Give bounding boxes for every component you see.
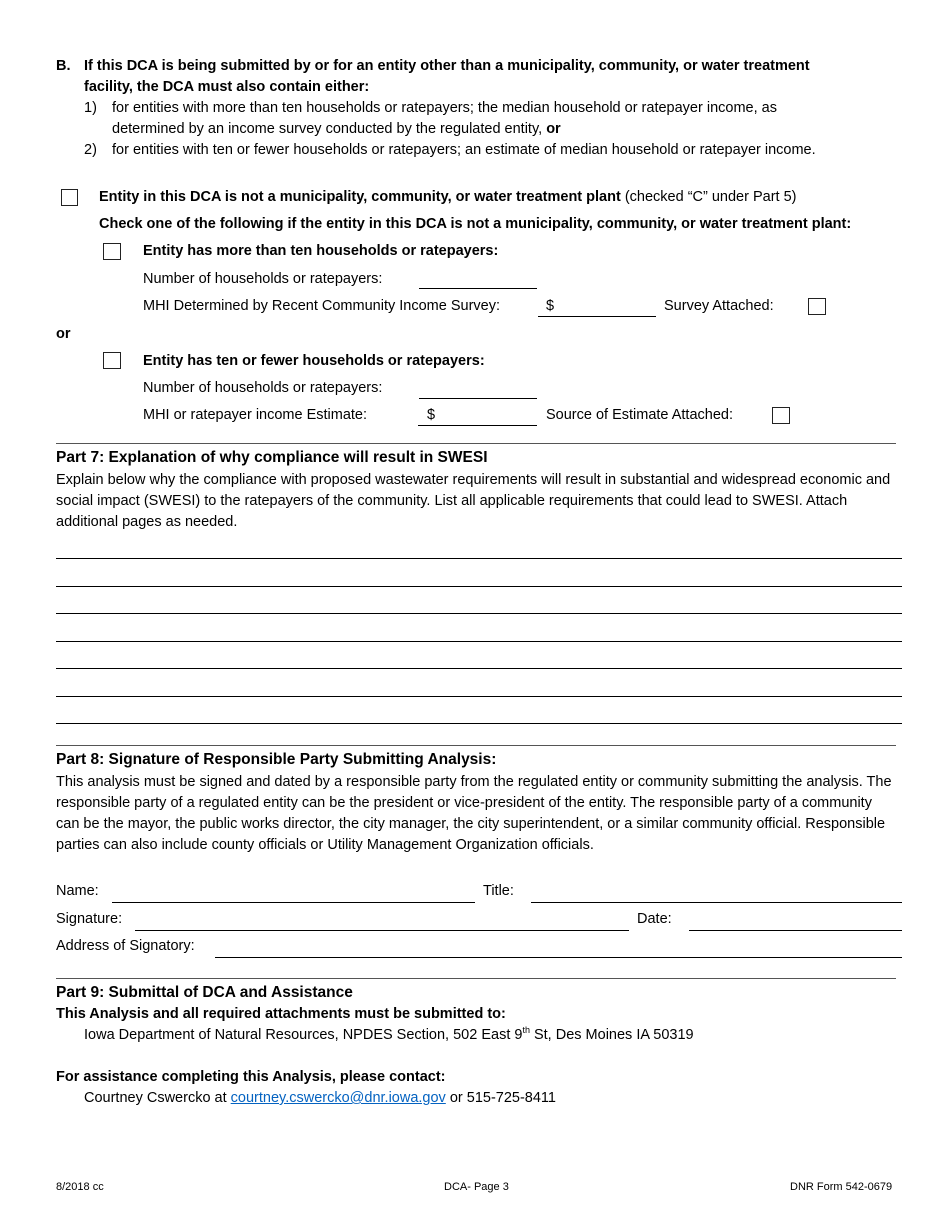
fewer-mhi-dollar: $ xyxy=(427,407,436,423)
part8-title: Part 8: Signature of Responsible Party Submitting Analysis: xyxy=(56,751,497,768)
not-municipality-bold: Entity in this DCA is not a municipality, community, or water treatment plant xyxy=(99,189,621,205)
item-1-number: 1) xyxy=(84,100,97,116)
more-than-ten-checkbox[interactable] xyxy=(103,243,121,260)
fewer-households-field[interactable] xyxy=(419,398,537,399)
submit-address-sup: th xyxy=(522,1025,530,1036)
section-b-intro-line1: If this DCA is being submitted by or for an entity other than a municipality, community, or water treatment xyxy=(84,58,810,74)
assistance-label: For assistance completing this Analysis, please contact: xyxy=(56,1069,446,1085)
contact-name: Courtney Cswercko at xyxy=(84,1090,231,1106)
section-b-letter: B. xyxy=(56,58,71,74)
survey-attached-label: Survey Attached: xyxy=(664,298,774,314)
item-2-number: 2) xyxy=(84,142,97,158)
address-label: Address of Signatory: xyxy=(56,938,195,954)
signature-field[interactable] xyxy=(135,930,629,931)
part7-line[interactable] xyxy=(56,668,902,669)
not-municipality-note: (checked “C” under Part 5) xyxy=(624,189,797,205)
item-1-line1: for entities with more than ten households or ratepayers; the median household or ratepayer income, as xyxy=(112,100,777,116)
more-mhi-field[interactable] xyxy=(538,316,656,317)
source-attached-checkbox[interactable] xyxy=(772,407,790,424)
more-mhi-dollar: $ xyxy=(546,298,555,314)
date-field[interactable] xyxy=(689,930,902,931)
check-one-instruction: Check one of the following if the entity in this DCA is not a municipality, community, or water treatment plant: xyxy=(99,216,852,232)
title-label: Title: xyxy=(483,883,514,899)
contact-email-link[interactable]: courtney.cswercko@dnr.iowa.gov xyxy=(230,1090,446,1106)
source-attached-label: Source of Estimate Attached: xyxy=(546,407,733,423)
item-2-line1: for entities with ten or fewer households or ratepayers; an estimate of median household or ratepayer income. xyxy=(112,142,816,158)
part7-line[interactable] xyxy=(56,558,902,559)
submit-address-part2: St, Des Moines IA 50319 xyxy=(529,1027,694,1043)
section-divider xyxy=(56,443,896,444)
section-b-intro-line2: facility, the DCA must also contain either: xyxy=(84,79,370,95)
item-1-or: or xyxy=(546,121,561,137)
submit-address xyxy=(84,1027,694,1043)
part7-line[interactable] xyxy=(56,586,902,587)
part7-title: Part 7: Explanation of why compliance will result in SWESI xyxy=(56,449,488,466)
more-mhi-label: MHI Determined by Recent Community Income Survey: xyxy=(143,298,500,314)
item-1-line2-text: determined by an income survey conducted by the regulated entity, xyxy=(112,121,543,137)
not-municipality-label xyxy=(99,189,796,205)
part7-instructions: Explain below why the compliance with proposed wastewater requirements will result in substantial and widespread economic and social impact (SWESI) to the ratepayers of the community. List all applicable requirements that could lead to SWESI. Attach additional pages as needed. xyxy=(56,472,891,530)
title-field[interactable] xyxy=(531,902,902,903)
ten-or-fewer-checkbox[interactable] xyxy=(103,352,121,369)
footer-page: DCA- Page 3 xyxy=(444,1181,509,1193)
address-field[interactable] xyxy=(215,957,902,958)
ten-or-fewer-label: Entity has ten or fewer households or ratepayers: xyxy=(143,353,485,369)
fewer-households-label: Number of households or ratepayers: xyxy=(143,380,383,396)
not-municipality-checkbox[interactable] xyxy=(61,189,78,206)
fewer-mhi-label: MHI or ratepayer income Estimate: xyxy=(143,407,368,423)
footer-date: 8/2018 cc xyxy=(56,1181,104,1193)
part7-line[interactable] xyxy=(56,641,902,642)
part7-line[interactable] xyxy=(56,613,902,614)
name-label: Name: xyxy=(56,883,99,899)
submit-address-part1: Iowa Department of Natural Resources, NPDES Section, 502 East 9 xyxy=(84,1027,523,1043)
section-divider xyxy=(56,745,896,746)
more-than-ten-label: Entity has more than ten households or ratepayers: xyxy=(143,243,499,259)
part7-line[interactable] xyxy=(56,696,902,697)
item-1-line2 xyxy=(112,121,561,137)
fewer-mhi-field[interactable] xyxy=(418,425,537,426)
footer-form-number: DNR Form 542-0679 xyxy=(790,1181,893,1193)
more-households-label: Number of households or ratepayers: xyxy=(143,271,383,287)
contact-phone: or 515-725-8411 xyxy=(445,1090,556,1106)
part8-instructions: This analysis must be signed and dated by a responsible party from the regulated entity or community submitting the analysis. The responsible party of a regulated entity can be the president or vice-president of the entity. The responsible party of a community can be the mayor, the public works director, the city manager, the city superintendent, or a similar community official. Responsible parties can also include county officials or Utility Management Organization officials. xyxy=(56,774,892,853)
or-separator: or xyxy=(56,326,71,342)
name-field[interactable] xyxy=(112,902,475,903)
date-label: Date: xyxy=(637,911,672,927)
submit-to-label: This Analysis and all required attachments must be submitted to: xyxy=(56,1006,506,1022)
more-households-field[interactable] xyxy=(419,288,537,289)
contact-line xyxy=(84,1090,556,1106)
signature-label: Signature: xyxy=(56,911,123,927)
part9-title: Part 9: Submittal of DCA and Assistance xyxy=(56,984,353,1001)
survey-attached-checkbox[interactable] xyxy=(808,298,826,315)
section-divider xyxy=(56,978,896,979)
part7-line[interactable] xyxy=(56,723,902,724)
